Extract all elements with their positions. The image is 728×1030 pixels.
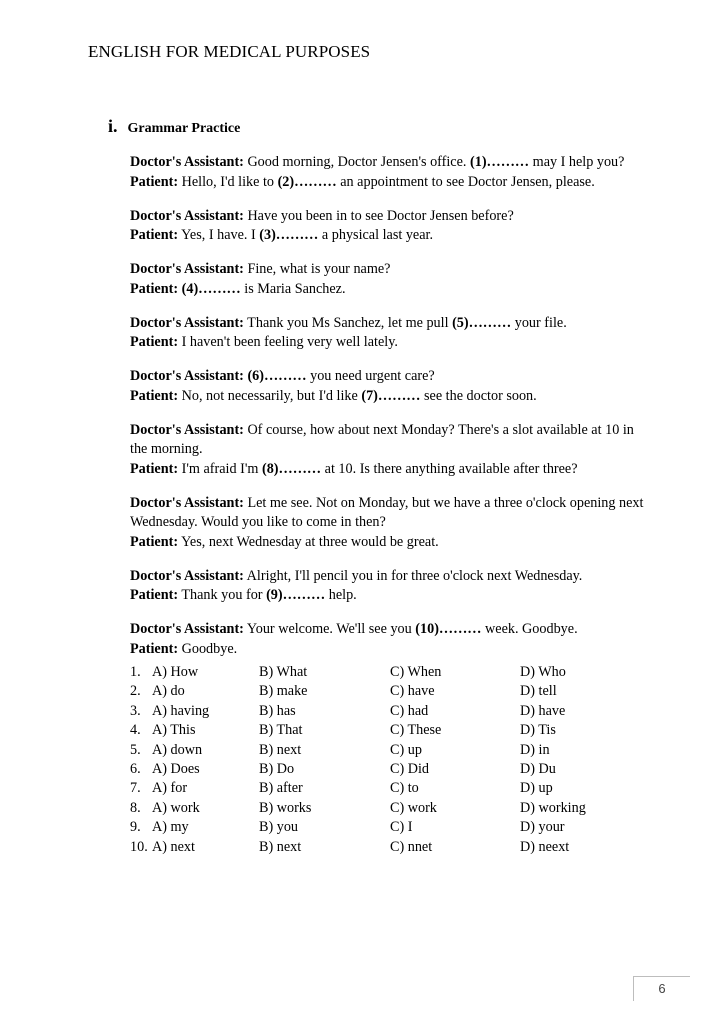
dialogue-exchange xyxy=(130,153,650,192)
speaker-label: Doctor's Assistant: xyxy=(130,207,244,224)
question-number: 5. xyxy=(130,741,141,758)
option-c: C) to xyxy=(390,780,419,797)
option-row xyxy=(130,721,620,740)
dialogue-line xyxy=(130,640,650,660)
question-number: 2. xyxy=(130,683,141,700)
option-a: A) This xyxy=(152,722,196,739)
speaker-label: Patient: xyxy=(130,460,179,477)
option-d: D) Tis xyxy=(520,722,556,739)
question-number: 1. xyxy=(130,664,141,680)
speaker-label: Patient: xyxy=(130,387,179,404)
speaker-label: Patient: xyxy=(130,227,179,243)
option-row xyxy=(130,682,620,701)
gap-blank: (1)……… xyxy=(470,154,530,170)
question-number: 4. xyxy=(130,722,141,739)
option-c: C) have xyxy=(390,683,435,700)
option-d: D) working xyxy=(520,799,586,816)
dialogue-text: a physical last year. xyxy=(318,227,434,243)
speaker-label: Doctor's Assistant: xyxy=(130,368,244,384)
dialogue-text: Hello, I'd like to xyxy=(178,173,278,190)
dialogue-line xyxy=(130,421,650,460)
option-a: A) Does xyxy=(152,760,200,777)
option-b: B) make xyxy=(259,683,308,700)
option-d: D) Du xyxy=(520,760,556,777)
dialogue-line xyxy=(130,586,650,606)
option-d: D) Who xyxy=(520,664,566,680)
question-number: 10. xyxy=(130,838,148,855)
section-heading xyxy=(108,116,240,137)
document-header: ENGLISH FOR MEDICAL PURPOSES xyxy=(88,42,371,61)
speaker-label: Patient: xyxy=(130,280,179,297)
page-number: 6 xyxy=(633,976,690,1001)
option-row xyxy=(130,779,620,798)
dialogue-line xyxy=(130,367,650,387)
option-row xyxy=(130,838,620,857)
dialogue-text: your file. xyxy=(511,314,567,331)
dialogue-line xyxy=(130,460,650,480)
option-row xyxy=(130,702,620,721)
dialogue-text: Your welcome. We'll see you xyxy=(243,621,416,637)
gap-blank: (9)……… xyxy=(266,587,326,603)
option-row xyxy=(130,818,620,837)
speaker-label: Doctor's Assistant: xyxy=(130,314,244,331)
gap-blank: (10)……… xyxy=(415,621,482,637)
option-row xyxy=(130,663,620,682)
option-d: D) your xyxy=(520,819,565,836)
option-row xyxy=(130,799,620,818)
option-row xyxy=(130,741,620,760)
speaker-label: Doctor's Assistant: xyxy=(130,421,244,438)
dialogue-line xyxy=(130,533,650,553)
dialogue-text: Thank you Ms Sanchez, let me pull xyxy=(243,314,453,331)
dialogue-text: I haven't been feeling very well lately. xyxy=(178,334,398,350)
option-c: C) When xyxy=(390,664,442,680)
dialogue-line xyxy=(130,567,650,587)
dialogue-text: at 10. Is there anything available after three? xyxy=(321,460,578,477)
dialogue-text: Yes, next Wednesday at three would be great. xyxy=(178,533,439,550)
dialogue-exchange xyxy=(130,367,650,406)
speaker-label: Patient: xyxy=(130,640,179,657)
question-number: 8. xyxy=(130,799,141,816)
dialogue-exchange xyxy=(130,314,650,353)
option-b: B) next xyxy=(259,741,302,758)
speaker-label: Doctor's Assistant: xyxy=(130,567,244,584)
dialogue-line xyxy=(130,260,650,280)
dialogue-text: Goodbye. xyxy=(178,640,238,657)
option-b: B) has xyxy=(259,702,296,719)
dialogue-line xyxy=(130,153,650,173)
dialogue-exchange xyxy=(130,260,650,299)
dialogue-text: Thank you for xyxy=(178,587,267,603)
option-d: D) up xyxy=(520,780,553,797)
speaker-label: Doctor's Assistant: xyxy=(130,621,244,637)
dialogue-text: Let me see. Not on Monday, but we have a three o'clock opening next Wednesday. Would you like to come in then? xyxy=(130,494,644,530)
answer-options-table xyxy=(130,663,620,857)
speaker-label: Patient: xyxy=(130,334,179,350)
option-b: B) That xyxy=(259,722,303,739)
option-b: B) next xyxy=(259,838,302,855)
dialogue-text: an appointment to see Doctor Jensen, please. xyxy=(336,173,595,190)
option-c: C) up xyxy=(390,741,422,758)
dialogue-text: Good morning, Doctor Jensen's office. xyxy=(243,154,470,170)
dialogue-line xyxy=(130,620,650,640)
question-number: 6. xyxy=(130,760,141,777)
question-number: 7. xyxy=(130,780,141,797)
option-b: B) you xyxy=(259,819,299,836)
dialogue-line xyxy=(130,387,650,407)
option-b: B) works xyxy=(259,799,312,816)
option-c: C) Did xyxy=(390,760,430,777)
speaker-label: Doctor's Assistant: xyxy=(130,261,244,277)
dialogue-exchange xyxy=(130,567,650,606)
dialogue-line xyxy=(130,173,650,193)
option-c: C) I xyxy=(390,819,413,836)
gap-blank: (5)……… xyxy=(452,314,512,331)
option-a: A) next xyxy=(152,838,195,855)
dialogue-line xyxy=(130,280,650,300)
option-row xyxy=(130,760,620,779)
option-d: D) in xyxy=(520,741,550,758)
dialogue-text: Yes, I have. I xyxy=(178,227,260,243)
option-a: A) How xyxy=(152,664,199,680)
speaker-label: Patient: xyxy=(130,587,179,603)
dialogue-text: week. Goodbye. xyxy=(481,621,578,637)
option-d: D) neext xyxy=(520,838,570,855)
gap-blank: (8)……… xyxy=(261,460,322,477)
option-a: A) work xyxy=(152,799,200,816)
option-a: A) do xyxy=(152,683,185,700)
section-marker: i. xyxy=(108,116,118,136)
option-a: A) down xyxy=(152,741,203,758)
option-c: C) work xyxy=(390,799,437,816)
dialogue xyxy=(130,153,650,674)
option-a: A) my xyxy=(152,819,189,836)
dialogue-exchange xyxy=(130,620,650,659)
dialogue-text: see the doctor soon. xyxy=(420,387,537,404)
gap-blank: (4)……… xyxy=(181,280,241,297)
dialogue-exchange xyxy=(130,494,650,553)
dialogue-line xyxy=(130,314,650,334)
dialogue-exchange xyxy=(130,421,650,480)
option-d: D) have xyxy=(520,702,566,719)
dialogue-text: Fine, what is your name? xyxy=(243,261,391,277)
option-d: D) tell xyxy=(520,683,557,700)
dialogue-text: Alright, I'll pencil you in for three o'clock next Wednesday. xyxy=(243,567,583,584)
question-number: 3. xyxy=(130,702,141,719)
option-c: C) nnet xyxy=(390,838,433,855)
dialogue-text: help. xyxy=(325,587,357,603)
dialogue-text: Have you been in to see Doctor Jensen before? xyxy=(243,207,514,224)
option-b: B) Do xyxy=(259,760,295,777)
option-b: B) What xyxy=(259,664,308,680)
option-a: A) for xyxy=(152,780,188,797)
section-title: Grammar Practice xyxy=(127,121,241,136)
gap-blank: (2)……… xyxy=(277,173,337,190)
dialogue-exchange xyxy=(130,207,650,246)
gap-blank: (7)……… xyxy=(361,387,421,404)
dialogue-text: is Maria Sanchez. xyxy=(240,280,346,297)
dialogue-line xyxy=(130,226,650,246)
option-c: C) had xyxy=(390,702,429,719)
speaker-label: Doctor's Assistant: xyxy=(130,494,244,511)
dialogue-text: may I help you? xyxy=(529,154,625,170)
dialogue-text: Of course, how about next Monday? There's a slot available at 10 in the morning. xyxy=(130,421,634,457)
speaker-label: Doctor's Assistant: xyxy=(130,154,244,170)
option-a: A) having xyxy=(152,702,210,719)
speaker-label: Patient: xyxy=(130,173,179,190)
dialogue-text: No, not necessarily, but I'd like xyxy=(178,387,362,404)
gap-blank: (6)……… xyxy=(247,368,307,384)
dialogue-line xyxy=(130,494,650,533)
question-number: 9. xyxy=(130,819,141,836)
dialogue-text: I'm afraid I'm xyxy=(178,460,262,477)
dialogue-line xyxy=(130,207,650,227)
gap-blank: (3)……… xyxy=(259,227,319,243)
dialogue-text: you need urgent care? xyxy=(306,368,435,384)
speaker-label: Patient: xyxy=(130,533,179,550)
dialogue-line xyxy=(130,333,650,353)
option-c: C) These xyxy=(390,722,442,739)
option-b: B) after xyxy=(259,780,303,797)
